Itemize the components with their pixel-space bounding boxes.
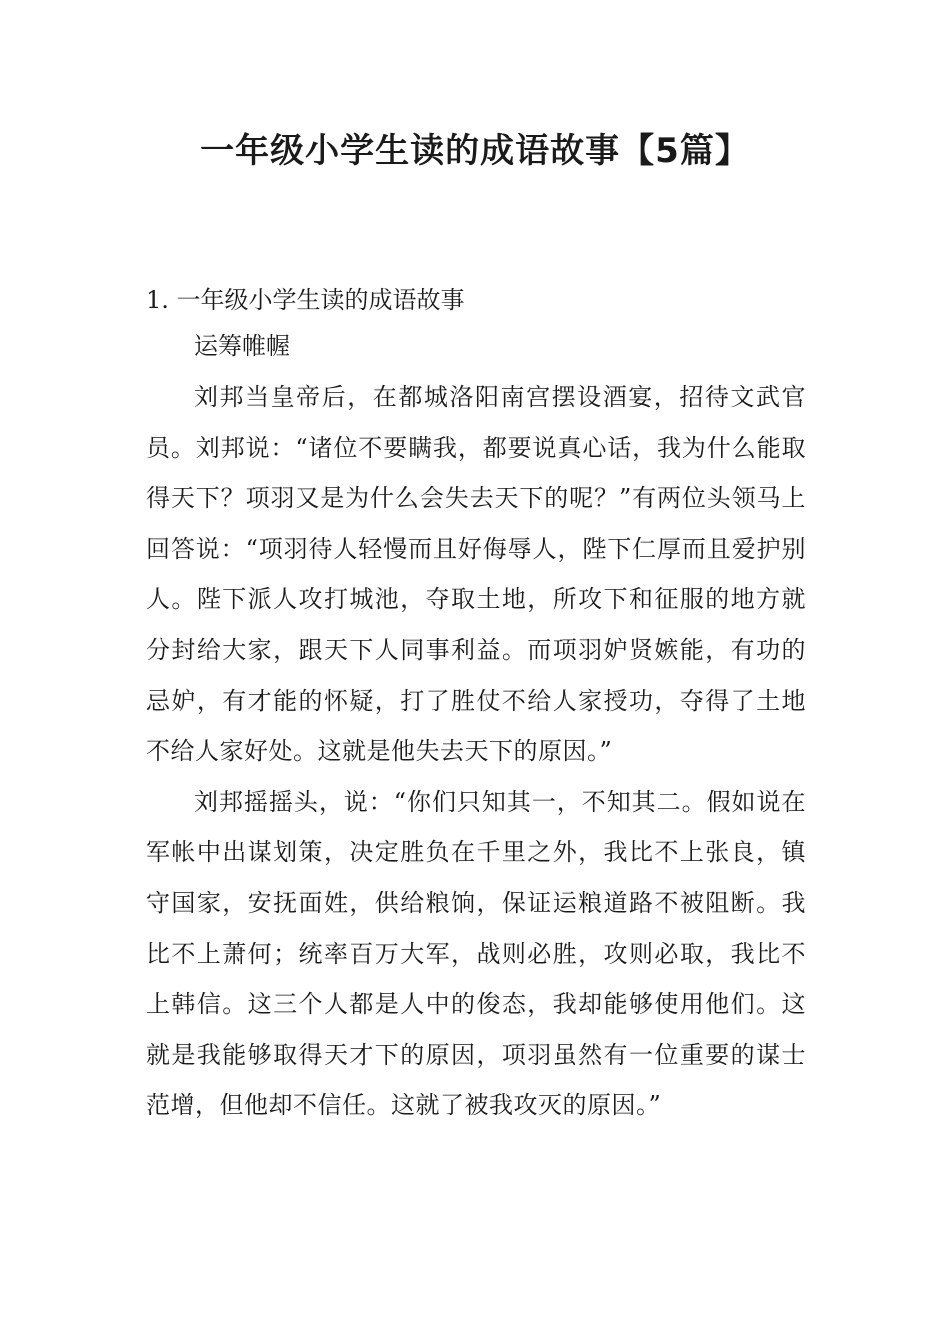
paragraph-1: 刘邦当皇帝后，在都城洛阳南宫摆设酒宴，招待文武官员。刘邦说：“诸位不要瞒我，都要说真心话，我为什么能取得天下？项羽又是为什么会失去天下的呢？”有两位头领马上回答说：“项羽待人轻慢而且好侮辱人，陛下仁厚而且爱护别人。陛下派人攻打城池，夺取土地，所攻下和征服的地方就分封给大家，跟天下人同事利益。而项羽妒贤嫉能，有功的忌妒，有才能的怀疑，打了胜仗不给人家授功，夺得了土地不给人家好处。这就是他失去天下的原因。”: [146, 383, 806, 766]
document-body: [146, 280, 806, 1131]
paragraph-2: 刘邦摇摇头，说：“你们只知其一，不知其二。假如说在军帐中出谋划策，决定胜负在千里之外，我比不上张良，镇守国家，安抚面姓，供给粮饷，保证运粮道路不被阻断。我比不上萧何；统率百万大军，战则必胜，攻则必取，我比不上韩信。这三个人都是人中的俊态，我却能够使用他们。这就是我能够取得天才下的原因，项羽虽然有一位重要的谋士范增，但他却不信任。这就了被我攻灭的原因。”: [146, 787, 806, 1120]
section-heading: 1. 一年级小学生读的成语故事: [146, 286, 465, 314]
document-title: 一年级小学生读的成语故事【5篇】: [200, 131, 750, 171]
story-title: 运筹帷幄: [194, 332, 290, 360]
